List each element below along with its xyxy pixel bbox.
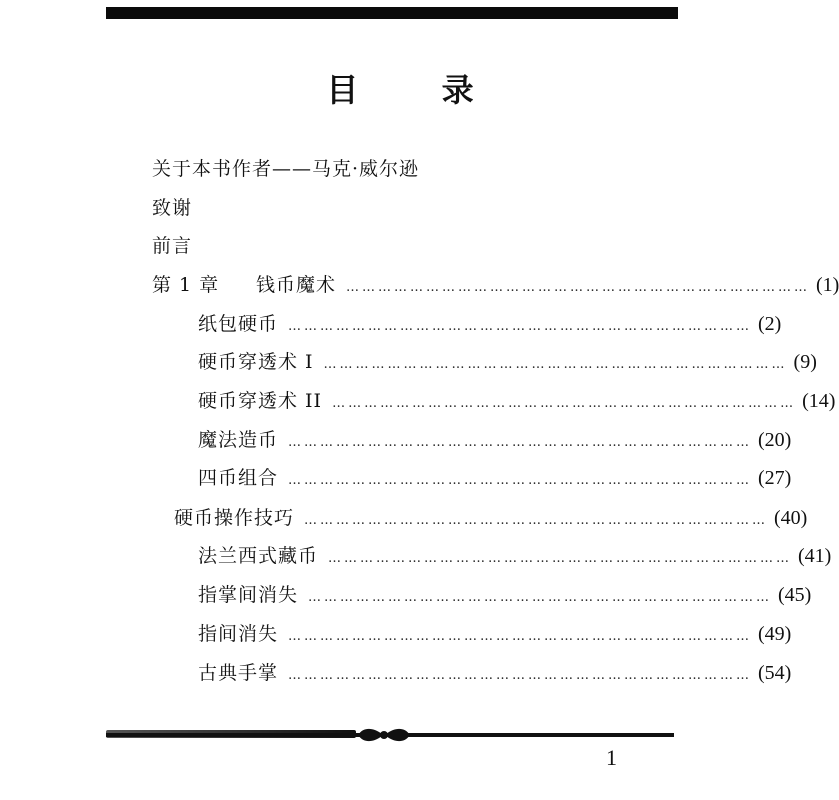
toc-entry-label: 指间消失 bbox=[198, 623, 279, 645]
page-ref: (9) bbox=[793, 351, 817, 373]
toc-entry-label: 法兰西式藏币 bbox=[198, 545, 319, 567]
page-title: 目 录 bbox=[326, 71, 510, 109]
page-ref: (1) bbox=[816, 274, 839, 296]
toc-entry-item-4[interactable] bbox=[198, 425, 792, 455]
bow-ornament-icon bbox=[354, 725, 414, 745]
page-number: 1 bbox=[606, 745, 617, 770]
leader-dots: …………………………………………………………………………… bbox=[288, 629, 753, 644]
toc-entry-label: 硬币操作技巧 bbox=[174, 507, 295, 529]
page-ref: (27) bbox=[758, 467, 792, 489]
leader-dots: …………………………………………………………………………… bbox=[308, 590, 773, 605]
toc-entry-section-item-3[interactable] bbox=[198, 619, 792, 649]
toc-entry-item-3[interactable] bbox=[198, 386, 836, 416]
chapter-title: 钱币魔术 bbox=[256, 274, 337, 296]
leader-dots: …………………………………………………………………………… bbox=[323, 357, 788, 372]
toc-entry-item-5[interactable] bbox=[198, 463, 792, 493]
page-ref: (20) bbox=[758, 429, 792, 451]
toc-entry-item-2[interactable] bbox=[198, 347, 817, 377]
page-ref: (40) bbox=[774, 507, 808, 529]
toc-entry-acknowledgements[interactable] bbox=[152, 193, 192, 223]
toc-entry-section[interactable] bbox=[174, 503, 808, 533]
toc-entry-section-item-2[interactable] bbox=[198, 580, 812, 610]
leader-dots: …………………………………………………………………………… bbox=[304, 513, 769, 528]
chapter-number: 第 1 章 bbox=[152, 274, 220, 296]
toc-entry-label: 纸包硬币 bbox=[198, 313, 279, 335]
toc-entry-section-item-1[interactable] bbox=[198, 541, 832, 571]
leader-dots: …………………………………………………………………………… bbox=[288, 319, 753, 334]
leader-dots: …………………………………………………………………………… bbox=[288, 435, 753, 450]
leader-dots: …………………………………………………………………………… bbox=[332, 396, 797, 411]
toc-entry-label: 四币组合 bbox=[198, 467, 279, 489]
toc-entry-label: 关于本书作者——马克·威尔逊 bbox=[152, 158, 420, 180]
page-ref: (45) bbox=[778, 584, 812, 606]
leader-dots: …………………………………………………………………………… bbox=[346, 280, 811, 295]
toc-entry-label: 硬币穿透术 I bbox=[198, 351, 314, 373]
toc-entry-preface[interactable] bbox=[152, 231, 192, 261]
chapter-heading bbox=[152, 270, 336, 300]
page-ref: (14) bbox=[802, 390, 836, 412]
toc-entry-label: 前言 bbox=[152, 235, 193, 257]
toc-entry-label: 致谢 bbox=[152, 197, 193, 219]
leader-dots: …………………………………………………………………………… bbox=[288, 668, 753, 683]
leader-dots: …………………………………………………………………………… bbox=[328, 551, 793, 566]
toc-entry-section-item-4[interactable] bbox=[198, 658, 792, 688]
toc-entry-label: 古典手掌 bbox=[198, 662, 279, 684]
page-ref: (41) bbox=[798, 545, 832, 567]
leader-dots: …………………………………………………………………………… bbox=[288, 473, 753, 488]
toc-entry-item-1[interactable] bbox=[198, 309, 782, 339]
toc-entry-about-author[interactable] bbox=[152, 154, 419, 184]
page-ref: (54) bbox=[758, 662, 792, 684]
toc-entry-label: 硬币穿透术 II bbox=[198, 390, 323, 412]
toc-entry-label: 指掌间消失 bbox=[198, 584, 299, 606]
page-ref: (2) bbox=[758, 313, 782, 335]
toc-entry-chapter-1[interactable] bbox=[152, 270, 839, 300]
toc-entry-label: 魔法造币 bbox=[198, 429, 279, 451]
page-ref: (49) bbox=[758, 623, 792, 645]
